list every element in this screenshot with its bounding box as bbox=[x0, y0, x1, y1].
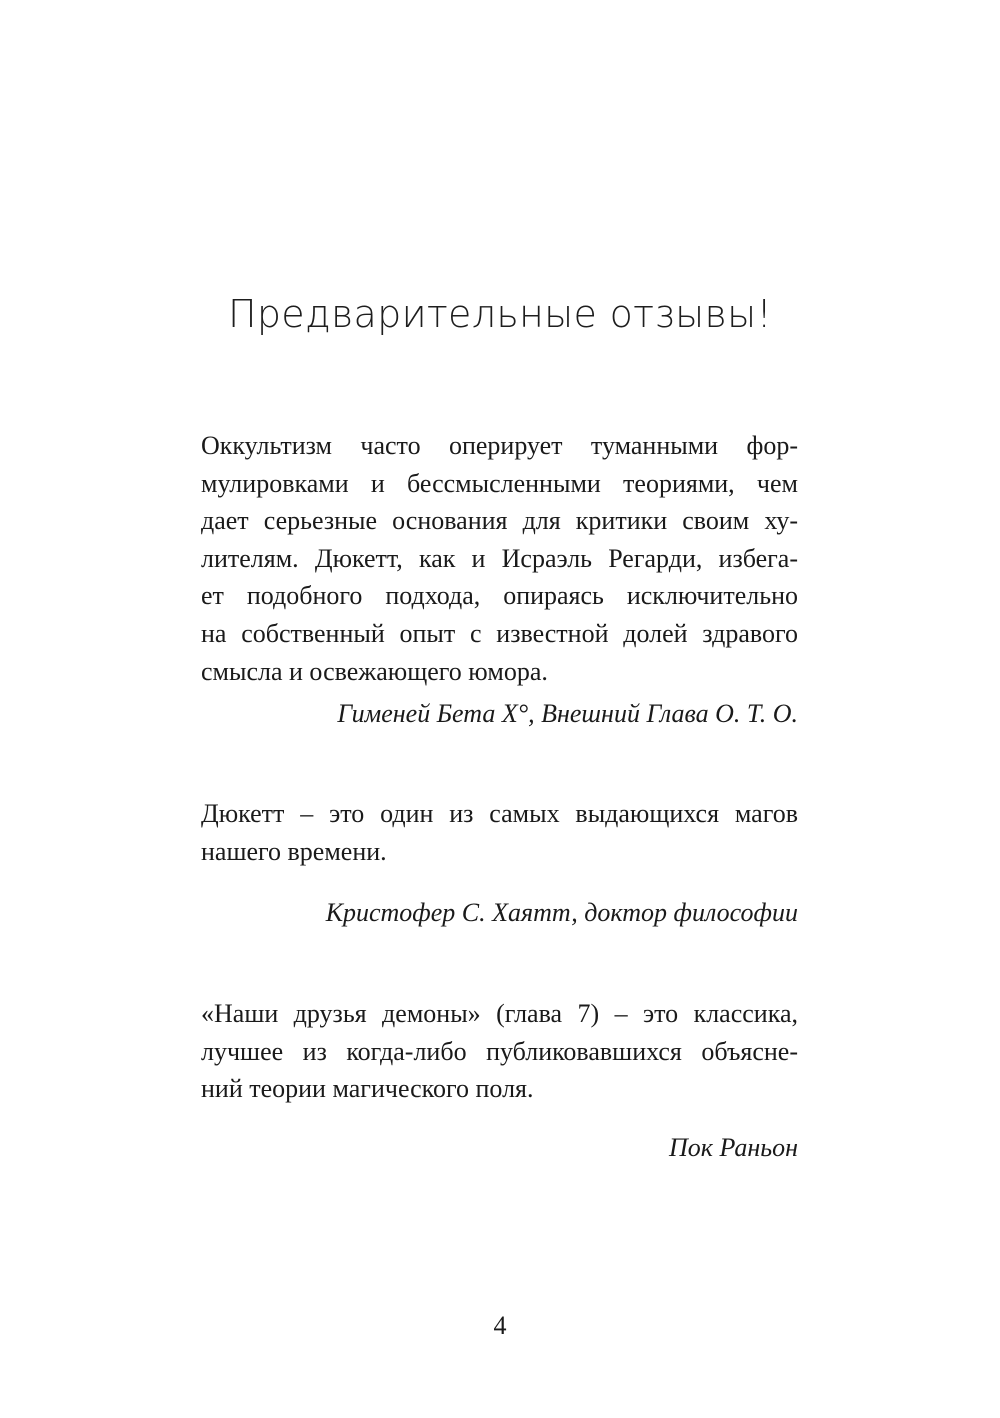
review-line: ет подобного подхода, опираясь исключительно bbox=[201, 581, 798, 611]
review-line: «Наши друзья демоны» (глава 7) – это классика, bbox=[201, 999, 798, 1028]
review-line: ний теории магического поля. bbox=[201, 1074, 534, 1104]
review-author: Гименей Бета X°, Внешний Глава О. Т. О. bbox=[337, 699, 798, 728]
review-author: Кристофер С. Хаятт, доктор философии bbox=[325, 898, 798, 927]
review-line: дает серьезные основания для критики своим ху- bbox=[201, 506, 798, 536]
review-text bbox=[201, 427, 798, 690]
review-line: нашего времени. bbox=[201, 836, 387, 866]
review-line: Оккультизм часто оперирует туманными фор- bbox=[201, 431, 798, 460]
review-line: мулировками и бессмысленными теориями, чем bbox=[201, 468, 798, 498]
review-text bbox=[201, 795, 798, 870]
review-text bbox=[201, 995, 798, 1108]
review-line: лителям. Дюкетт, как и Исраэль Регарди, избега- bbox=[201, 543, 798, 573]
review-line: смысла и освежающего юмора. bbox=[201, 656, 548, 686]
review-line: на собственный опыт с известной долей здравого bbox=[201, 618, 798, 648]
review-author: Пок Раньон bbox=[669, 1133, 798, 1162]
page-number: 4 bbox=[493, 1311, 507, 1340]
review-line: Дюкетт – это один из самых выдающихся магов bbox=[201, 799, 798, 828]
review-line: лучшее из когда-либо публиковавшихся объясне- bbox=[201, 1036, 798, 1066]
page-title: Предварительные отзывы! bbox=[227, 292, 772, 336]
